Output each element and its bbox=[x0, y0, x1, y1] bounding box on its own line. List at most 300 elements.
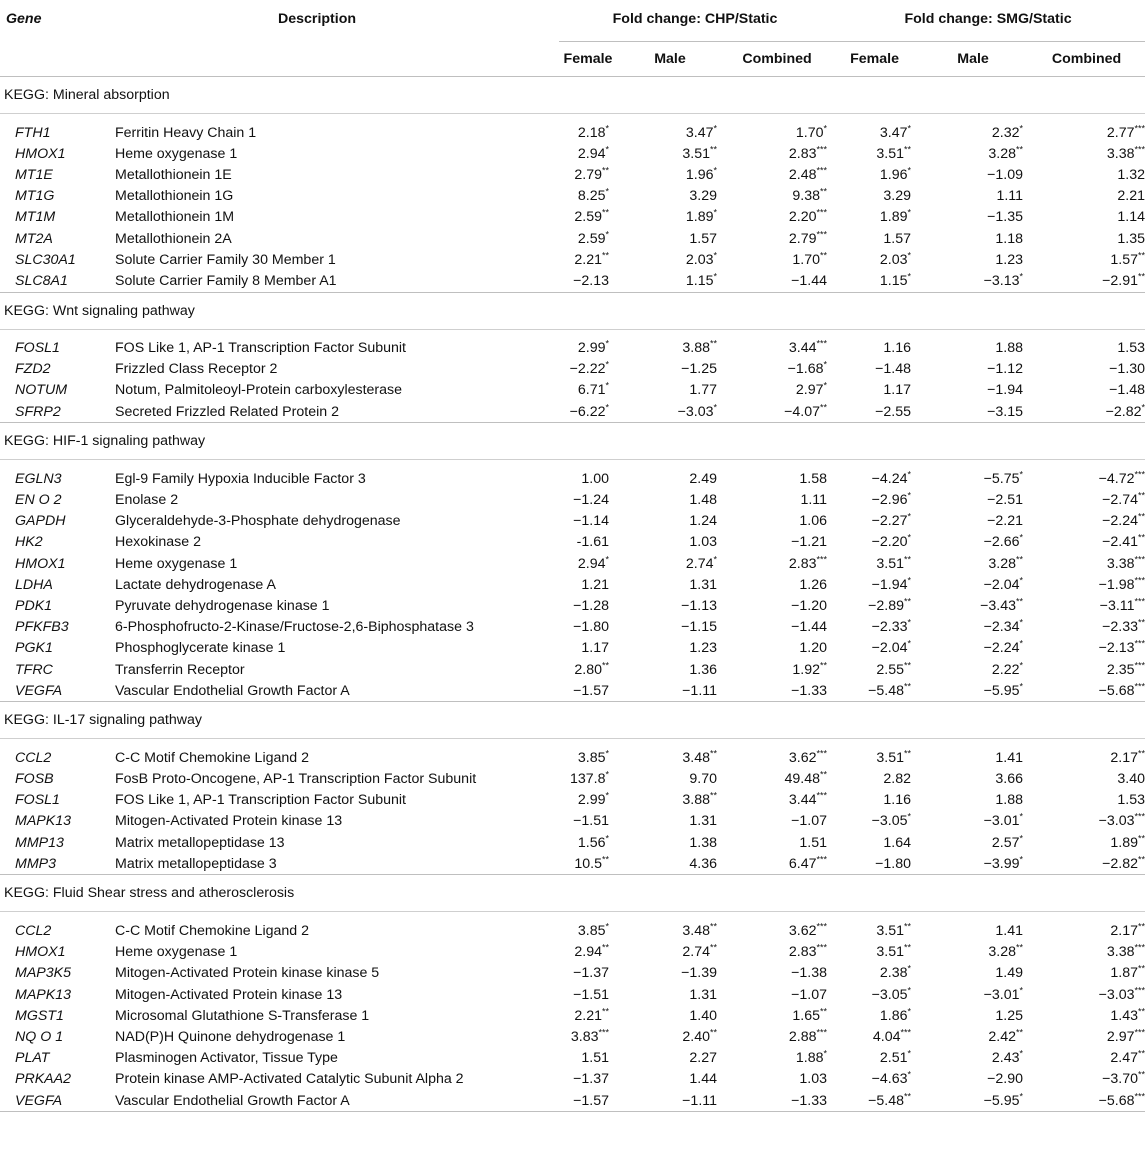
significance-marker: * bbox=[907, 1006, 912, 1017]
table-row bbox=[0, 207, 1145, 228]
significance-marker: ** bbox=[601, 942, 609, 953]
fold-change-value: −2.89** bbox=[868, 596, 912, 614]
fold-change-value: 1.48 bbox=[689, 492, 717, 509]
fold-change-value: −5.95* bbox=[918, 1090, 1028, 1112]
table-row bbox=[0, 164, 1145, 185]
fold-change-value: 2.42** bbox=[988, 1027, 1024, 1045]
significance-marker: ** bbox=[1016, 553, 1024, 564]
significance-marker: * bbox=[823, 359, 828, 370]
significance-marker: ** bbox=[820, 249, 828, 260]
gene-symbol: FOSB bbox=[15, 771, 54, 788]
fold-change-value: 3.85* bbox=[577, 921, 609, 940]
significance-marker: *** bbox=[1134, 659, 1145, 670]
fold-change-value: 3.51** bbox=[876, 921, 912, 940]
table-row bbox=[0, 511, 1145, 532]
gene-symbol: FOSL1 bbox=[15, 792, 60, 809]
fold-change-value: 2.88*** bbox=[788, 1027, 828, 1045]
fold-change-value: −1.94 bbox=[987, 382, 1024, 399]
significance-marker: * bbox=[907, 984, 912, 995]
gene-description: Frizzled Class Receptor 2 bbox=[115, 361, 278, 378]
significance-marker: ** bbox=[1138, 532, 1145, 543]
fold-change-value: 1.96* bbox=[685, 165, 717, 183]
fold-change-value: 3.83*** bbox=[570, 1027, 609, 1045]
significance-marker: ** bbox=[904, 1090, 912, 1101]
significance-marker: *** bbox=[900, 1027, 912, 1038]
fold-change-value: −2.13 bbox=[559, 270, 617, 292]
gene-description: Secreted Frizzled Related Protein 2 bbox=[111, 401, 559, 423]
fold-change-value: −3.70** bbox=[1102, 1069, 1145, 1088]
significance-marker: * bbox=[907, 1069, 912, 1080]
fold-change-value: 1.88 bbox=[995, 340, 1024, 357]
fold-change-value: 3.51** bbox=[876, 553, 912, 572]
fold-change-value: −1.09 bbox=[987, 166, 1024, 183]
fold-change-value: -1.61 bbox=[576, 534, 609, 551]
header-chp-male: Male bbox=[617, 42, 723, 77]
fold-change-value: 1.43** bbox=[1110, 1006, 1145, 1024]
significance-marker: * bbox=[713, 165, 717, 176]
gene-description: Metallothionein 1E bbox=[115, 166, 232, 183]
fold-change-value: −1.48 bbox=[875, 361, 912, 378]
fold-change-value: 1.53 bbox=[1117, 792, 1145, 809]
fold-change-value: 2.48*** bbox=[788, 165, 828, 183]
fold-change-value: −2.82* bbox=[1028, 401, 1145, 423]
fold-change-value: −1.38 bbox=[791, 965, 828, 982]
significance-marker: * bbox=[1019, 575, 1024, 586]
header-group-smg: Fold change: SMG/Static bbox=[831, 0, 1145, 42]
table-row bbox=[0, 270, 1145, 292]
header-row-subcolumns bbox=[0, 42, 1145, 77]
fold-change-value: −1.13 bbox=[681, 597, 717, 614]
fold-change-value: −2.27* bbox=[871, 511, 912, 530]
gene-symbol: NQ O 1 bbox=[15, 1028, 64, 1045]
significance-marker: ** bbox=[709, 942, 717, 953]
significance-marker: ** bbox=[601, 659, 609, 670]
significance-marker: ** bbox=[709, 790, 717, 801]
fold-change-value: 2.79*** bbox=[788, 228, 828, 247]
fold-change-value: −1.24 bbox=[573, 492, 609, 509]
fold-change-value: 2.99* bbox=[577, 790, 609, 809]
table-row bbox=[0, 595, 1145, 616]
fold-change-value: 1.41 bbox=[995, 749, 1024, 766]
table-header bbox=[0, 0, 1145, 77]
fold-change-value: 1.32 bbox=[1117, 166, 1145, 183]
fold-change-value: 3.85* bbox=[577, 748, 609, 766]
fold-change-value: −1.94* bbox=[871, 575, 912, 593]
significance-marker: * bbox=[605, 359, 609, 370]
significance-marker: * bbox=[713, 249, 717, 260]
fold-change-value: 1.21 bbox=[581, 576, 609, 593]
fold-change-value: −5.95* bbox=[918, 680, 1028, 702]
gene-symbol: MMP13 bbox=[15, 834, 64, 851]
fold-change-value: 2.18* bbox=[577, 122, 609, 141]
fold-change-value: 3.47* bbox=[879, 122, 912, 141]
table-row bbox=[0, 659, 1145, 680]
gene-symbol: CCL2 bbox=[15, 749, 52, 766]
gene-description: Metallothionein 2A bbox=[115, 230, 232, 247]
table-row bbox=[0, 401, 1145, 423]
fold-change-value: −1.37 bbox=[573, 1071, 609, 1088]
gene-symbol: HMOX1 bbox=[15, 145, 66, 162]
fold-change-value: 2.49 bbox=[689, 470, 717, 487]
fold-change-value: 2.83*** bbox=[788, 553, 828, 572]
table-row bbox=[0, 638, 1145, 659]
fold-change-value: −1.25 bbox=[681, 361, 717, 378]
header-smg-female: Female bbox=[831, 42, 918, 77]
significance-marker: * bbox=[907, 122, 912, 133]
section-header bbox=[0, 423, 1145, 460]
fold-change-value: 1.58 bbox=[799, 470, 828, 487]
gene-symbol: SLC8A1 bbox=[0, 270, 111, 292]
fold-change-value: −1.07 bbox=[791, 986, 828, 1003]
fold-change-value: −1.44 bbox=[723, 270, 831, 292]
gene-description: Metallothionein 1M bbox=[115, 209, 235, 226]
fold-change-value: 137.8* bbox=[569, 769, 609, 788]
fold-change-value: 1.23 bbox=[689, 640, 717, 657]
fold-change-value: −2.51 bbox=[987, 492, 1024, 509]
significance-marker: *** bbox=[1134, 122, 1145, 133]
fold-change-value: −3.03*** bbox=[1098, 984, 1145, 1003]
table-row bbox=[0, 920, 1145, 941]
fold-change-value: 1.65** bbox=[792, 1006, 828, 1024]
fold-change-value: 1.77 bbox=[689, 382, 717, 399]
significance-marker: * bbox=[1019, 680, 1024, 691]
significance-marker: ** bbox=[904, 921, 912, 932]
fold-change-value: 3.48** bbox=[682, 748, 717, 766]
significance-marker: * bbox=[1019, 811, 1024, 822]
fold-change-value: −1.98*** bbox=[1098, 575, 1145, 593]
fold-change-value: −2.55 bbox=[831, 401, 918, 423]
significance-marker: * bbox=[823, 122, 828, 133]
fold-change-value: 49.48** bbox=[784, 769, 828, 788]
significance-marker: * bbox=[1019, 854, 1024, 865]
fold-change-value: 1.11 bbox=[800, 492, 828, 509]
gene-description: FOS Like 1, AP-1 Transcription Factor Subunit bbox=[115, 340, 406, 357]
fold-change-value: 3.51** bbox=[682, 144, 717, 162]
gene-symbol: VEGFA bbox=[0, 680, 111, 702]
fold-change-value: −2.04* bbox=[983, 575, 1024, 593]
fold-change-value: 1.89* bbox=[879, 207, 912, 226]
fold-change-value: 2.83*** bbox=[788, 942, 828, 961]
significance-marker: ** bbox=[820, 401, 828, 412]
header-group-chp: Fold change: CHP/Static bbox=[559, 0, 831, 42]
fold-change-value: −2.74** bbox=[1102, 490, 1145, 509]
fold-change-value: −3.99* bbox=[918, 853, 1028, 875]
significance-marker: * bbox=[1019, 617, 1024, 628]
fold-change-value: −2.21 bbox=[987, 513, 1024, 530]
fold-change-value: −1.57 bbox=[559, 1090, 617, 1112]
gene-symbol: PDK1 bbox=[15, 597, 53, 614]
significance-marker: *** bbox=[1134, 1090, 1145, 1101]
fold-change-value: 1.86* bbox=[879, 1006, 912, 1024]
section-title: KEGG: Fluid Shear stress and atherosclerosis bbox=[0, 875, 1145, 912]
section-header bbox=[0, 292, 1145, 329]
gene-description: Transferrin Receptor bbox=[115, 661, 245, 678]
fold-change-value: −1.20 bbox=[791, 597, 828, 614]
fold-change-value: 1.57 bbox=[883, 230, 912, 247]
fold-change-value: 1.18 bbox=[995, 230, 1024, 247]
fold-change-value: 1.87** bbox=[1110, 963, 1145, 982]
fold-change-value: 1.51 bbox=[581, 1050, 609, 1067]
header-gene: Gene bbox=[6, 11, 42, 27]
significance-marker: *** bbox=[816, 942, 828, 953]
significance-marker: * bbox=[1141, 401, 1145, 412]
fold-change-value: 2.74** bbox=[682, 942, 717, 961]
significance-marker: * bbox=[605, 380, 609, 391]
significance-marker: * bbox=[605, 921, 609, 932]
fold-change-value: 3.28** bbox=[988, 144, 1024, 162]
fold-change-value: 2.57* bbox=[991, 832, 1024, 851]
gene-description: Microsomal Glutathione S-Transferase 1 bbox=[115, 1007, 370, 1024]
gene-description: Glyceraldehyde-3-Phosphate dehydrogenase bbox=[115, 513, 401, 530]
fold-change-value: 3.62*** bbox=[788, 748, 828, 766]
significance-marker: *** bbox=[1134, 811, 1145, 822]
fold-change-value: −2.66* bbox=[983, 532, 1024, 551]
significance-marker: *** bbox=[598, 1027, 609, 1038]
fold-change-value: 3.47* bbox=[685, 122, 717, 141]
fold-change-value: 1.70** bbox=[792, 249, 828, 268]
gene-symbol: SFRP2 bbox=[0, 401, 111, 423]
significance-marker: * bbox=[907, 638, 912, 649]
fold-change-value: 2.94** bbox=[574, 942, 609, 961]
table-row bbox=[0, 853, 1145, 875]
fold-change-value: −1.33 bbox=[723, 680, 831, 702]
fold-change-value: 3.51** bbox=[876, 748, 912, 766]
fold-change-value: 2.83*** bbox=[788, 144, 828, 162]
gene-symbol: MGST1 bbox=[15, 1007, 64, 1024]
table-row bbox=[0, 984, 1145, 1005]
significance-marker: * bbox=[605, 832, 609, 843]
gene-symbol: MAPK13 bbox=[15, 986, 71, 1003]
significance-marker: *** bbox=[1134, 575, 1145, 586]
table-row bbox=[0, 680, 1145, 702]
fold-change-value: 1.16 bbox=[883, 340, 912, 357]
fold-change-value: −3.43** bbox=[980, 596, 1024, 614]
significance-marker: *** bbox=[816, 338, 828, 349]
fold-change-value: −5.48** bbox=[831, 680, 918, 702]
fold-change-value: 9.38** bbox=[792, 186, 828, 205]
fold-change-value: 3.48** bbox=[682, 921, 717, 940]
section-title: KEGG: Wnt signaling pathway bbox=[0, 292, 1145, 329]
gene-description: Matrix metallopeptidase 3 bbox=[111, 853, 559, 875]
table-row bbox=[0, 186, 1145, 207]
fold-change-value: 4.04*** bbox=[872, 1027, 912, 1045]
fold-change-value: 2.20*** bbox=[788, 207, 828, 226]
significance-marker: * bbox=[907, 249, 912, 260]
significance-marker: ** bbox=[709, 144, 717, 155]
fold-change-value: 1.36 bbox=[689, 661, 717, 678]
significance-marker: * bbox=[1019, 1090, 1024, 1101]
fold-change-value: 2.82 bbox=[883, 771, 912, 788]
significance-marker: ** bbox=[904, 144, 912, 155]
significance-marker: ** bbox=[904, 748, 912, 759]
gene-description: Mitogen-Activated Protein kinase 13 bbox=[115, 813, 343, 830]
fold-change-value: 2.43* bbox=[991, 1048, 1024, 1067]
section-header bbox=[0, 875, 1145, 912]
significance-marker: ** bbox=[1016, 942, 1024, 953]
significance-marker: *** bbox=[816, 228, 828, 239]
fold-change-value: −5.68*** bbox=[1028, 1090, 1145, 1112]
fold-change-value: 1.00 bbox=[581, 470, 609, 487]
fold-change-value: −1.14 bbox=[573, 513, 609, 530]
fold-change-value: −5.75* bbox=[983, 469, 1024, 487]
fold-change-value: 2.99* bbox=[577, 338, 609, 357]
gene-description: 6-Phosphofructo-2-Kinase/Fructose-2,6-Biphosphatase 3 bbox=[115, 619, 474, 636]
significance-marker: *** bbox=[816, 921, 828, 932]
significance-marker: * bbox=[1019, 271, 1024, 282]
significance-marker: ** bbox=[1138, 249, 1145, 260]
fold-change-value: 1.40 bbox=[689, 1007, 717, 1024]
fold-change-value: 1.38 bbox=[689, 834, 717, 851]
fold-change-value: 1.17 bbox=[581, 640, 609, 657]
significance-marker: *** bbox=[816, 790, 828, 801]
fold-change-value: 1.31 bbox=[689, 813, 717, 830]
fold-change-value: −2.90 bbox=[987, 1071, 1024, 1088]
fold-change-value: 2.32* bbox=[991, 122, 1024, 141]
fold-change-value: 3.40 bbox=[1117, 771, 1145, 788]
fold-change-value: −3.03*** bbox=[1098, 811, 1145, 830]
table-row bbox=[0, 1005, 1145, 1026]
significance-marker: ** bbox=[1016, 144, 1024, 155]
significance-marker: * bbox=[605, 553, 609, 564]
fold-change-value: 3.88** bbox=[682, 790, 717, 809]
table-row bbox=[0, 1090, 1145, 1112]
fold-change-value: −1.68* bbox=[787, 359, 828, 378]
significance-marker: *** bbox=[1134, 469, 1145, 480]
significance-marker: ** bbox=[820, 186, 828, 197]
gene-description: Protein kinase AMP-Activated Catalytic Subunit Alpha 2 bbox=[115, 1071, 464, 1088]
fold-change-value: 3.62*** bbox=[788, 921, 828, 940]
fold-change-value: 1.88 bbox=[995, 792, 1024, 809]
fold-change-value: 8.25* bbox=[577, 186, 609, 205]
significance-marker: ** bbox=[601, 854, 609, 865]
gene-description: Enolase 2 bbox=[115, 492, 179, 509]
significance-marker: * bbox=[605, 401, 609, 412]
fold-change-value: 2.03* bbox=[685, 249, 717, 268]
table-row bbox=[0, 532, 1145, 553]
gene-symbol: FTH1 bbox=[15, 124, 51, 141]
gene-description: Mitogen-Activated Protein kinase 13 bbox=[115, 986, 343, 1003]
fold-change-value: 1.16 bbox=[883, 792, 912, 809]
gene-description: Metallothionein 1G bbox=[115, 188, 234, 205]
significance-marker: *** bbox=[1134, 638, 1145, 649]
table-row bbox=[0, 790, 1145, 811]
significance-marker: ** bbox=[820, 769, 828, 780]
gene-symbol: NOTUM bbox=[15, 382, 68, 399]
significance-marker: * bbox=[907, 532, 912, 543]
significance-marker: ** bbox=[904, 553, 912, 564]
fold-change-value: 1.89* bbox=[685, 207, 717, 226]
table-row bbox=[0, 143, 1145, 164]
table-row bbox=[0, 380, 1145, 401]
fold-change-value: 2.51* bbox=[879, 1048, 912, 1067]
gene-description: Plasminogen Activator, Tissue Type bbox=[115, 1050, 338, 1067]
table-row bbox=[0, 811, 1145, 832]
gene-symbol: MAP3K5 bbox=[15, 965, 71, 982]
fold-change-value: 2.17** bbox=[1110, 748, 1145, 766]
fold-change-value: 2.77*** bbox=[1106, 122, 1145, 141]
fold-change-value: −2.33** bbox=[1102, 617, 1145, 636]
fold-change-value: −1.51 bbox=[573, 986, 609, 1003]
significance-marker: ** bbox=[601, 1006, 609, 1017]
gene-symbol: MMP3 bbox=[0, 853, 111, 875]
fold-change-value: −2.33* bbox=[871, 617, 912, 636]
fold-change-value: 2.17** bbox=[1110, 921, 1145, 940]
significance-marker: * bbox=[1019, 832, 1024, 843]
gene-description: Notum, Palmitoleoyl-Protein carboxylesterase bbox=[115, 382, 403, 399]
gene-description: Vascular Endothelial Growth Factor A bbox=[111, 1090, 559, 1112]
table-row bbox=[0, 359, 1145, 380]
significance-marker: *** bbox=[1134, 984, 1145, 995]
gene-description: Heme oxygenase 1 bbox=[115, 145, 238, 162]
significance-marker: *** bbox=[1134, 144, 1145, 155]
fold-change-value: 2.21** bbox=[574, 249, 609, 268]
section-header bbox=[0, 702, 1145, 739]
significance-marker: *** bbox=[816, 748, 828, 759]
fold-change-value: 1.92** bbox=[792, 659, 828, 678]
significance-marker: * bbox=[1019, 532, 1024, 543]
fold-change-value: 2.21 bbox=[1117, 188, 1145, 205]
header-description: Description bbox=[278, 11, 357, 27]
fold-change-value: 3.28** bbox=[988, 942, 1024, 961]
gene-description: Phosphoglycerate kinase 1 bbox=[115, 640, 286, 657]
fold-change-value: 3.51** bbox=[876, 144, 912, 162]
table-row bbox=[0, 468, 1145, 489]
gene-symbol: HK2 bbox=[15, 534, 43, 551]
fold-change-value: 1.17 bbox=[883, 382, 912, 399]
fold-change-value: 1.53 bbox=[1117, 340, 1145, 357]
table-row bbox=[0, 553, 1145, 574]
fold-change-value: 3.38*** bbox=[1106, 144, 1145, 162]
fold-change-value: −3.15 bbox=[918, 401, 1028, 423]
fold-change-value: −1.80 bbox=[831, 853, 918, 875]
gene-symbol: EN O 2 bbox=[15, 492, 62, 509]
gene-description: Mitogen-Activated Protein kinase kinase 5 bbox=[115, 965, 380, 982]
fold-change-value: 6.47*** bbox=[723, 853, 831, 875]
fold-change-value: 1.35 bbox=[1117, 230, 1145, 247]
section-title: KEGG: Mineral absorption bbox=[0, 77, 1145, 114]
significance-marker: *** bbox=[1134, 680, 1145, 691]
section-header bbox=[0, 77, 1145, 114]
fold-change-value: 1.14 bbox=[1117, 209, 1145, 226]
table-row bbox=[0, 942, 1145, 963]
fold-change-value: 1.03 bbox=[689, 534, 717, 551]
gene-description: Pyruvate dehydrogenase kinase 1 bbox=[115, 597, 330, 614]
significance-marker: *** bbox=[816, 207, 828, 218]
fold-change-value: −1.21 bbox=[791, 534, 828, 551]
table-row bbox=[0, 574, 1145, 595]
fold-change-value: 1.57** bbox=[1110, 249, 1145, 268]
table-row bbox=[0, 489, 1145, 510]
significance-marker: * bbox=[605, 144, 609, 155]
fold-change-value: 1.88* bbox=[795, 1048, 828, 1067]
fold-change-value: 2.74* bbox=[685, 553, 717, 572]
significance-marker: * bbox=[605, 748, 609, 759]
significance-marker: *** bbox=[1134, 596, 1145, 607]
fold-change-value: 1.24 bbox=[689, 513, 717, 530]
significance-marker: ** bbox=[1016, 1027, 1024, 1038]
gene-description: Hexokinase 2 bbox=[115, 534, 201, 551]
fold-change-value: 2.40** bbox=[682, 1027, 717, 1045]
fold-change-value: 1.64 bbox=[883, 834, 912, 851]
significance-marker: * bbox=[907, 165, 912, 176]
gene-symbol: MAPK13 bbox=[15, 813, 71, 830]
gene-symbol: GAPDH bbox=[15, 513, 66, 530]
significance-marker: *** bbox=[1134, 942, 1145, 953]
fold-change-value: 1.31 bbox=[689, 576, 717, 593]
header-chp-combined: Combined bbox=[723, 42, 831, 77]
fold-change-value: −2.22* bbox=[569, 359, 609, 378]
gene-symbol: HMOX1 bbox=[15, 555, 66, 572]
